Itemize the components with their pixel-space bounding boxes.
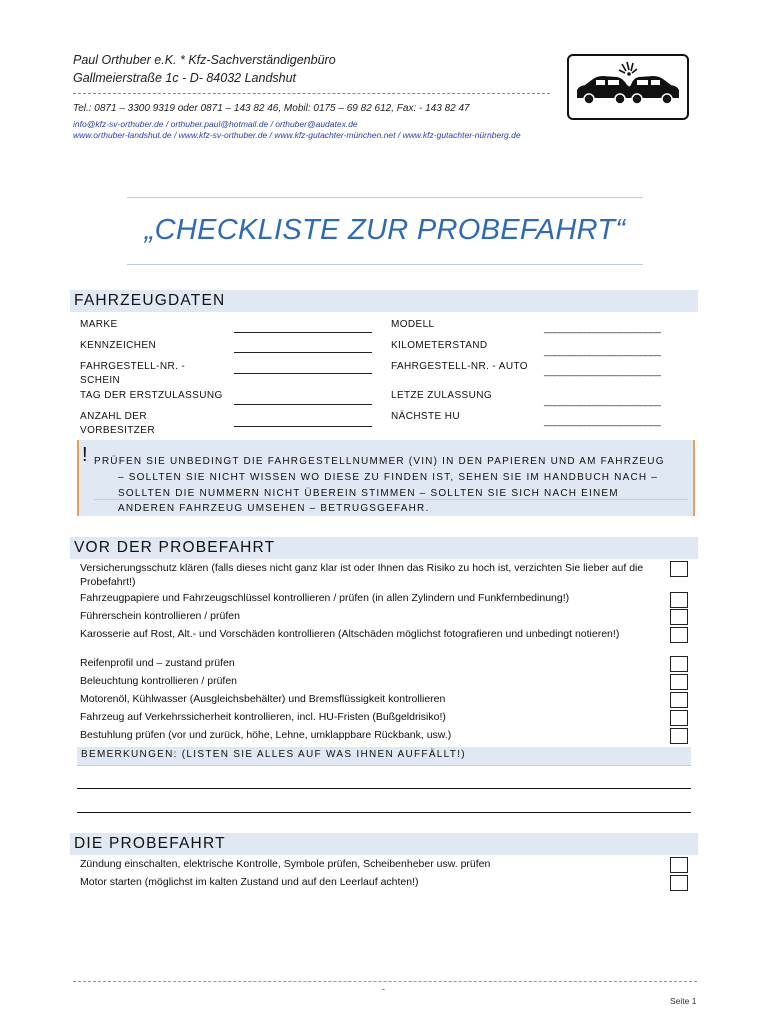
checklist-item-lights: Beleuchtung kontrollieren / prüfen	[80, 675, 238, 687]
field-label-last-registration: LETZE ZULASSUNG	[391, 390, 493, 401]
checklist-item-body: Karosserie auf Rost, Alt.- und Vorschäden kontrollieren (Altschäden möglichst fotografieren und unbedingt notieren!)	[80, 628, 620, 640]
remarks-bar	[77, 747, 691, 766]
field-label-vin-document: FAHRGESTELL-NR. - SCHEIN	[80, 361, 186, 386]
checklist-item-seats: Bestuhlung prüfen (vor und zurück, höhe, Lehne, umklappbare Rückbank, usw.)	[80, 729, 452, 741]
checkbox-body[interactable]	[670, 627, 688, 643]
field-input-first-registration[interactable]	[234, 404, 372, 405]
checklist-item-ignition: Zündung einschalten, elektrische Kontrolle, Symbole prüfen, Scheibenheber usw. prüfen	[80, 858, 491, 870]
remarks-label: BEMERKUNGEN: (LISTEN SIE ALLES AUF WAS IHNEN AUFFÄLLT!)	[81, 749, 466, 760]
title-rule-top	[127, 197, 643, 198]
checkbox-insurance[interactable]	[670, 561, 688, 577]
field-input-next-inspection[interactable]: _______________________	[544, 416, 661, 427]
checklist-item-engine-start: Motor starten (möglichst im kalten Zustand und auf den Leerlauf achten!)	[80, 876, 419, 888]
section-vehicle-data	[70, 290, 698, 312]
field-input-plate[interactable]	[234, 352, 372, 353]
checklist-item-license: Führerschein kontrollieren / prüfen	[80, 610, 240, 622]
footer-center-mark: -	[382, 984, 385, 994]
field-input-previous-owners[interactable]	[234, 426, 372, 427]
checkbox-license[interactable]	[670, 609, 688, 625]
warning-line-1: PRÜFEN SIE UNBEDINGT DIE FAHRGESTELLNUMMER (VIN) IN DEN PAPIEREN UND AM FAHRZEUG	[94, 456, 665, 467]
field-label-next-inspection: NÄCHSTE HU	[391, 411, 461, 422]
checklist-item-tires: Reifenprofil und – zustand prüfen	[80, 657, 235, 669]
field-label-brand: MARKE	[80, 319, 118, 330]
warning-line-4: ANDEREN FAHRZEUG UMSEHEN – BETRUGSGEFAHR.	[118, 503, 430, 514]
website-links[interactable]: www.orthuber-landshut.de / www.kfz-sv-orthuber.de / www.kfz-gutachter-münchen.net / www.kfz-gutachter-nürnberg.de	[73, 130, 521, 140]
email-links[interactable]: info@kfz-sv-orthuber.de / orthuber.paul@hotmail.de / orthuber@audatex.de	[73, 119, 358, 129]
warning-line-3: SOLLTEN DIE NUMMERN NICHT ÜBEREIN STIMMEN – SOLLTEN SIE SICH NACH EINEM	[118, 488, 619, 499]
warning-mark: !	[82, 444, 88, 466]
checklist-item-fluids: Motorenöl, Kühlwasser (Ausgleichsbehälter) und Bremsflüssigkeit kontrollieren	[80, 693, 446, 705]
checklist-item-safety: Fahrzeug auf Verkehrssicherheit kontrollieren, incl. HU-Fristen (Bußgeldrisiko!)	[80, 711, 446, 723]
checkbox-documents[interactable]	[670, 592, 688, 608]
section-heading: VOR DER PROBEFAHRT	[74, 539, 276, 556]
car-crash-sign-icon	[567, 54, 689, 120]
field-input-last-registration[interactable]: _______________________	[544, 396, 661, 407]
field-label-first-registration: TAG DER ERSTZULASSUNG	[80, 390, 223, 401]
checkbox-tires[interactable]	[670, 656, 688, 672]
company-address: Gallmeierstraße 1c - D- 84032 Landshut	[73, 71, 297, 85]
checkbox-seats[interactable]	[670, 728, 688, 744]
company-name: Paul Orthuber e.K. * Kfz-Sachverständigenbüro	[73, 53, 336, 67]
field-label-plate: KENNZEICHEN	[80, 340, 157, 351]
field-input-vin-document[interactable]	[234, 373, 372, 374]
field-label-mileage: KILOMETERSTAND	[391, 340, 488, 351]
section-heading: FAHRZEUGDATEN	[74, 292, 226, 309]
section-before-drive	[70, 537, 698, 559]
page-number: Seite 1	[670, 996, 697, 1006]
field-label-model: MODELL	[391, 319, 435, 330]
contact-numbers: Tel.: 0871 – 3300 9319 oder 0871 – 143 82 46, Mobil: 0175 – 69 82 612, Fax: - 143 82 47	[73, 103, 470, 114]
field-input-model[interactable]: _______________________	[544, 323, 661, 334]
checkbox-fluids[interactable]	[670, 692, 688, 708]
field-input-vin-car[interactable]: _______________________	[544, 366, 661, 377]
field-input-mileage[interactable]: _______________________	[544, 346, 661, 357]
warning-divider	[94, 499, 688, 500]
section-test-drive	[70, 833, 698, 855]
header-divider	[73, 93, 550, 94]
remarks-line-1[interactable]	[77, 788, 691, 789]
checkbox-engine-start[interactable]	[670, 875, 688, 891]
title-rule-bottom	[127, 264, 643, 265]
footer-divider	[73, 981, 697, 982]
warning-line-2: – SOLLTEN SIE NICHT WISSEN WO DIESE ZU FINDEN IST, SEHEN SIE IM HANDBUCH NACH –	[118, 472, 659, 483]
field-label-previous-owners: ANZAHL DER VORBESITZER	[80, 411, 155, 436]
checkbox-lights[interactable]	[670, 674, 688, 690]
section-heading: DIE PROBEFAHRT	[74, 835, 226, 852]
remarks-line-2[interactable]	[77, 812, 691, 813]
page-title: „CHECKLISTE ZUR PROBEFAHRT“	[144, 214, 626, 246]
checklist-item-insurance: Versicherungsschutz klären (falls dieses nicht ganz klar ist oder Ihnen das Risiko zu hoch ist, verzichten Sie lieber auf die Probefahrt!)	[80, 562, 644, 588]
field-label-vin-car: FAHRGESTELL-NR. - AUTO	[391, 361, 528, 372]
checkbox-ignition[interactable]	[670, 857, 688, 873]
field-input-brand[interactable]	[234, 332, 372, 333]
checkbox-safety[interactable]	[670, 710, 688, 726]
checklist-item-documents: Fahrzeugpapiere und Fahrzeugschlüssel kontrollieren / prüfen (in allen Zylindern und Funkfernbedinung!)	[80, 592, 570, 604]
